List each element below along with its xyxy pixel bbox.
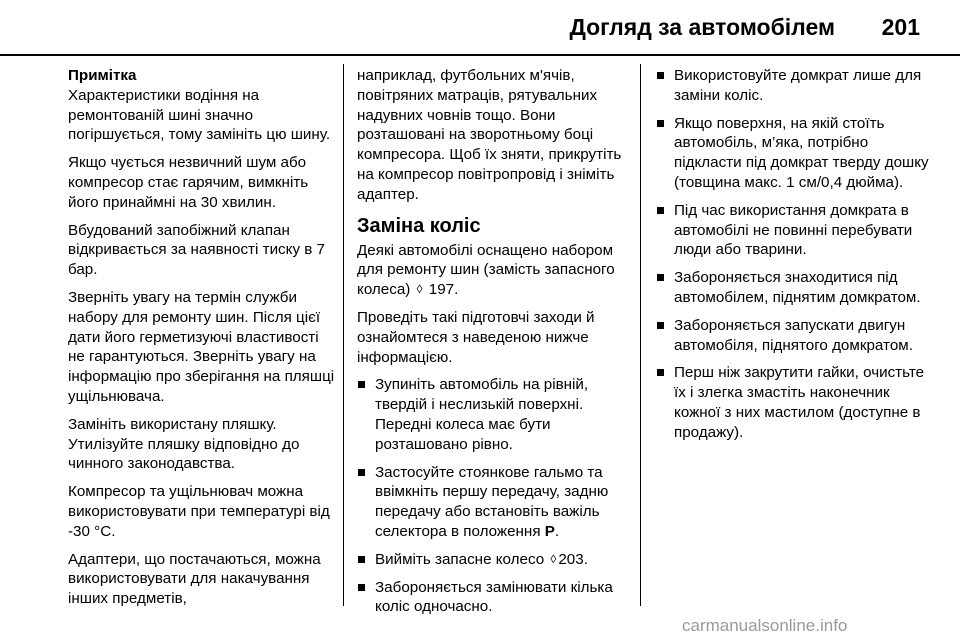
list-item <box>656 114 936 193</box>
bullet-list <box>656 66 936 443</box>
list-item <box>357 463 632 542</box>
list-item-text: Перш ніж закрутити гайки, очистьте їх і злегка змастіть наконечник кожної з них мастилом (доступне в продажу). <box>674 364 925 441</box>
page-header-title: Догляд за автомобілем <box>569 14 835 40</box>
column-divider <box>343 64 344 606</box>
square-bullet-icon <box>358 556 365 563</box>
paragraph: Замініть використану пляшку. Утилізуйте пляшку відповідно до чинного законодавства. <box>68 415 300 473</box>
square-bullet-icon <box>657 207 664 214</box>
paragraph: Якщо чується незвичний шум або компресор стає гарячим, вимкніть його принаймні на 30 хвилин. <box>68 154 309 211</box>
list-item-text: Забороняється замінювати кілька коліс одночасно. <box>375 578 613 616</box>
list-item-text: Вийміть запасне колесо <box>375 550 545 568</box>
list-item-text: Якщо поверхня, на якій стоїть автомобіль, м’яка, потрібно підкласти під домкрат тверду дошку (товщина макс. 1 см/0,4 дюйма). <box>674 114 929 191</box>
square-bullet-icon <box>358 469 365 476</box>
list-item <box>357 578 632 618</box>
list-item <box>656 66 936 106</box>
note-text: Характеристики водіння на ремонтованій шині значно погіршується, тому замініть цю шину. <box>68 86 331 144</box>
square-bullet-icon <box>657 322 664 329</box>
column-middle <box>357 66 632 625</box>
list-item-text: . <box>554 522 560 540</box>
note-title: Примітка <box>68 67 137 84</box>
header-divider <box>0 54 960 56</box>
paragraph: Вбудований запобіжний клапан відкривається за наявності тиску в 7 бар. <box>68 221 326 279</box>
list-item-text: Забороняється запускати двигун автомобіля, піднятого домкратом. <box>674 316 913 354</box>
paragraph: наприклад, футбольних м'ячів, повітряних матраців, рятувальних надувних човнів тощо. Вони розташовані на зворотньому боці компресора. Щоб їх зняти, прикрутіть на компресор повітропровід і зніміть адаптер. <box>357 67 622 203</box>
paragraph: Зверніть увагу на термін служби набору для ремонту шин. Після цієї дати його герметизуючі властивості не гарантуються. Зверніть увагу на інформацію про зберігання на пляшці ущільнювача. <box>68 288 335 405</box>
square-bullet-icon <box>657 274 664 281</box>
list-item <box>357 550 632 570</box>
list-item-text: Забороняється знаходитися під автомобілем, піднятим домкратом. <box>674 269 921 306</box>
square-bullet-icon <box>358 584 365 591</box>
list-item <box>357 375 632 454</box>
list-item-text: Застосуйте стоянкове гальмо та ввімкніть першу передачу, задню передачу або встановіть важіль селектора в положення <box>375 463 609 540</box>
paragraph: Компресор та ущільнювач можна використовувати при температурі від -30 °C. <box>68 483 330 540</box>
page-reference-link[interactable]: 197. <box>428 281 459 299</box>
page-reference-link[interactable]: 203. <box>558 550 588 568</box>
section-heading: Заміна коліс <box>357 214 481 237</box>
paragraph: Адаптери, що постачаються, можна використовувати для накачування інших предметів, <box>68 550 321 608</box>
list-item-text: Під час використання домкрата в автомобілі не повинні перебувати люди або тварини. <box>674 201 913 259</box>
page-number: 201 <box>881 14 920 40</box>
paragraph: Проведіть такі підготовчі заходи й ознайомтеся з наведеною нижче інформацією. <box>357 308 595 366</box>
watermark-text: carmanualsonline.info <box>682 616 848 635</box>
reference-arrow-icon: ◊ <box>416 282 423 297</box>
square-bullet-icon <box>657 120 664 127</box>
list-item <box>656 316 936 356</box>
list-item <box>656 363 936 442</box>
square-bullet-icon <box>358 381 365 388</box>
column-left <box>68 66 336 617</box>
list-item-text: Зупиніть автомобіль на рівній, твердій і неслизькій поверхні. Передні колеса має бути розташовано рівно. <box>375 376 589 453</box>
square-bullet-icon <box>657 72 664 79</box>
list-item <box>656 201 936 260</box>
paragraph <box>357 241 632 300</box>
square-bullet-icon <box>657 369 664 376</box>
gear-position-label: P <box>544 522 555 540</box>
intro-text: Деякі автомобілі оснащено набором для ремонту шин (замість запасного колеса) <box>357 241 615 299</box>
list-item <box>656 268 936 308</box>
bullet-list <box>357 375 632 617</box>
column-divider <box>640 64 641 606</box>
reference-arrow-icon: ◊ <box>550 551 557 566</box>
list-item-text: Використовуйте домкрат лише для заміни коліс. <box>674 67 922 104</box>
column-right <box>656 66 936 451</box>
